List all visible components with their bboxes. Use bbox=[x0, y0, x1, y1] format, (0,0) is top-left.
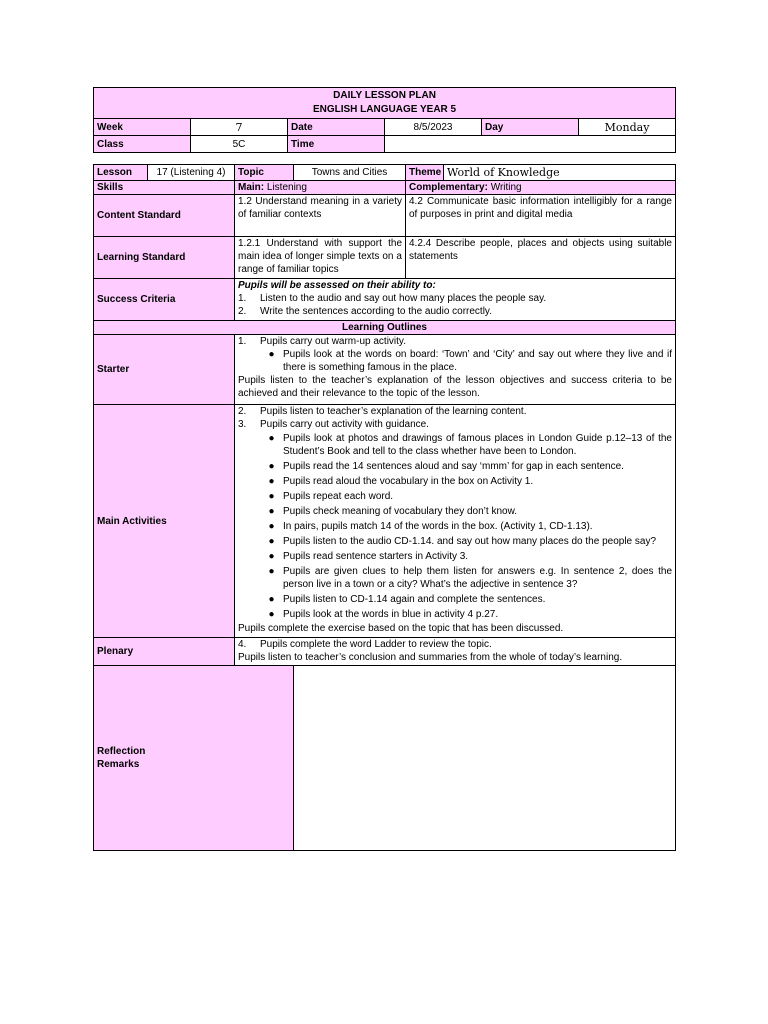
main-item bbox=[238, 405, 672, 418]
main-item-number: 3. bbox=[238, 419, 247, 430]
main-bullet-text: Pupils check meaning of vocabulary they don’t know. bbox=[283, 506, 518, 517]
plenary-label: Plenary bbox=[94, 638, 235, 666]
header-title-cell bbox=[94, 88, 676, 119]
main-bullet bbox=[238, 608, 672, 621]
bullet-icon: ● bbox=[268, 506, 275, 517]
main-text: Pupils complete the exercise based on the topic that has been discussed. bbox=[238, 623, 564, 634]
content-standard-comp: 4.2 Communicate basic information intelligibly for a range of purposes in print and digital media bbox=[406, 195, 676, 237]
skills-main bbox=[235, 181, 406, 195]
success-item-text: Listen to the audio and say out how many places the people say. bbox=[260, 293, 547, 304]
starter-item-text: Pupils carry out warm-up activity. bbox=[260, 336, 406, 347]
plenary-item bbox=[238, 638, 672, 651]
week-label: Week bbox=[94, 119, 191, 136]
main-bullet-text: Pupils read aloud the vocabulary in the box on Activity 1. bbox=[283, 476, 534, 487]
plenary-text: Pupils listen to teacher’s conclusion and summaries from the whole of today’s learning. bbox=[238, 652, 623, 663]
main-item-text: Pupils carry out activity with guidance. bbox=[260, 419, 429, 430]
success-item bbox=[238, 305, 672, 318]
theme-label: Theme bbox=[406, 165, 444, 181]
main-bullet-text: Pupils look at photos and drawings of famous places in London Guide p.12–13 of the Student’s Book and tell to the class whether have been to London. bbox=[283, 433, 672, 457]
class-label: Class bbox=[94, 136, 191, 153]
lesson-label: Lesson bbox=[94, 165, 148, 181]
day-label: Day bbox=[482, 119, 579, 136]
reflection-label-line1: Reflection bbox=[97, 746, 146, 757]
week-value: 7 bbox=[191, 119, 288, 136]
success-criteria-intro: Pupils will be assessed on their ability to: bbox=[238, 280, 436, 291]
topic-value: Towns and Cities bbox=[294, 165, 406, 181]
date-label: Date bbox=[288, 119, 385, 136]
bullet-icon: ● bbox=[268, 491, 275, 502]
reflection-label-line2: Remarks bbox=[97, 759, 140, 770]
main-bullet bbox=[238, 475, 672, 488]
comp-skill-label: Complementary: bbox=[409, 182, 488, 193]
main-skill-label: Main: bbox=[238, 182, 265, 193]
main-bullet bbox=[238, 535, 672, 548]
lesson-table bbox=[93, 164, 676, 851]
main-bullet bbox=[238, 432, 672, 458]
starter-bullet-text: Pupils look at the words on board: ‘Town’ and ‘City’ and say out where they live and if there is something famous in the place. bbox=[283, 349, 672, 373]
starter-text: Pupils listen to the teacher’s explanation of the lesson objectives and success criteria to be achieved and their relevance to the topic of the lesson. bbox=[238, 375, 672, 399]
learning-standard-comp: 4.2.4 Describe people, places and objects using suitable statements bbox=[406, 237, 676, 279]
main-item-number: 2. bbox=[238, 406, 247, 417]
main-bullet bbox=[238, 460, 672, 473]
starter-item bbox=[238, 335, 672, 348]
content-standard-label: Content Standard bbox=[94, 195, 235, 237]
main-bullet-text: Pupils are given clues to help them listen for answers e.g. In sentence 2, does the person live in a town or a city? What’s the adjective in sentence 3? bbox=[283, 566, 672, 590]
main-bullet bbox=[238, 490, 672, 503]
main-skill-value: Listening bbox=[266, 182, 307, 193]
starter-label: Starter bbox=[94, 335, 235, 405]
main-bullet-text: Pupils listen to CD-1.14 again and complete the sentences. bbox=[283, 594, 546, 605]
plenary-content bbox=[235, 638, 676, 666]
plan-subtitle: ENGLISH LANGUAGE YEAR 5 bbox=[312, 104, 457, 115]
main-bullet-text: Pupils read sentence starters in Activity 3. bbox=[283, 551, 469, 562]
main-bullet-text: Pupils read the 14 sentences aloud and say ‘mmm’ for gap in each sentence. bbox=[283, 461, 624, 472]
success-item-number: 1. bbox=[238, 293, 247, 304]
success-criteria-content bbox=[235, 279, 676, 321]
main-bullet bbox=[238, 520, 672, 533]
main-activities-content bbox=[235, 405, 676, 638]
bullet-icon: ● bbox=[268, 433, 275, 444]
main-bullet bbox=[238, 550, 672, 563]
main-item-text: Pupils listen to teacher’s explanation of the learning content. bbox=[260, 406, 527, 417]
main-item bbox=[238, 418, 672, 431]
plan-title: DAILY LESSON PLAN bbox=[333, 90, 436, 101]
main-bullet-text: Pupils repeat each word. bbox=[283, 491, 394, 502]
time-label: Time bbox=[288, 136, 385, 153]
success-item bbox=[238, 292, 672, 305]
plenary-item-text: Pupils complete the word Ladder to review the topic. bbox=[260, 639, 492, 650]
bullet-icon: ● bbox=[268, 566, 275, 577]
learning-standard-label: Learning Standard bbox=[94, 237, 235, 279]
starter-item-number: 1. bbox=[238, 336, 247, 347]
main-bullet-text: Pupils listen to the audio CD-1.14. and say out how many places do the people say? bbox=[283, 536, 657, 547]
main-bullet bbox=[238, 565, 672, 591]
bullet-icon: ● bbox=[268, 609, 275, 620]
success-item-text: Write the sentences according to the audio correctly. bbox=[260, 306, 492, 317]
reflection-pink-extension bbox=[235, 666, 294, 851]
topic-label: Topic bbox=[235, 165, 294, 181]
starter-bullet bbox=[238, 348, 672, 374]
bullet-icon: ● bbox=[268, 349, 275, 360]
bullet-icon: ● bbox=[268, 521, 275, 532]
content-standard-main: 1.2 Understand meaning in a variety of familiar contexts bbox=[235, 195, 406, 237]
header-table bbox=[93, 87, 676, 153]
plenary-item-number: 4. bbox=[238, 639, 247, 650]
date-value: 8/5/2023 bbox=[385, 119, 482, 136]
bullet-icon: ● bbox=[268, 551, 275, 562]
bullet-icon: ● bbox=[268, 461, 275, 472]
success-criteria-label: Success Criteria bbox=[94, 279, 235, 321]
success-item-number: 2. bbox=[238, 306, 247, 317]
main-bullet bbox=[238, 593, 672, 606]
reflection-label bbox=[94, 666, 235, 851]
starter-content bbox=[235, 335, 676, 405]
time-value bbox=[385, 136, 676, 153]
bullet-icon: ● bbox=[268, 476, 275, 487]
lesson-value: 17 (Listening 4) bbox=[148, 165, 235, 181]
learning-standard-main: 1.2.1 Understand with support the main idea of longer simple texts on a range of familiar topics bbox=[235, 237, 406, 279]
main-bullet-text: Pupils look at the words in blue in activity 4 p.27. bbox=[283, 609, 499, 620]
skills-label: Skills bbox=[94, 181, 235, 195]
main-bullet-text: In pairs, pupils match 14 of the words in the box. (Activity 1, CD-1.13). bbox=[283, 521, 593, 532]
main-activities-label: Main Activities bbox=[94, 405, 235, 638]
comp-skill-value: Writing bbox=[490, 182, 522, 193]
skills-complementary bbox=[406, 181, 676, 195]
main-bullet bbox=[238, 505, 672, 518]
bullet-icon: ● bbox=[268, 536, 275, 547]
day-value: Monday bbox=[579, 119, 676, 136]
class-value: 5C bbox=[191, 136, 288, 153]
reflection-content[interactable] bbox=[294, 666, 676, 851]
theme-value: World of Knowledge bbox=[444, 165, 676, 181]
learning-outlines-heading: Learning Outlines bbox=[94, 321, 676, 335]
bullet-icon: ● bbox=[268, 594, 275, 605]
